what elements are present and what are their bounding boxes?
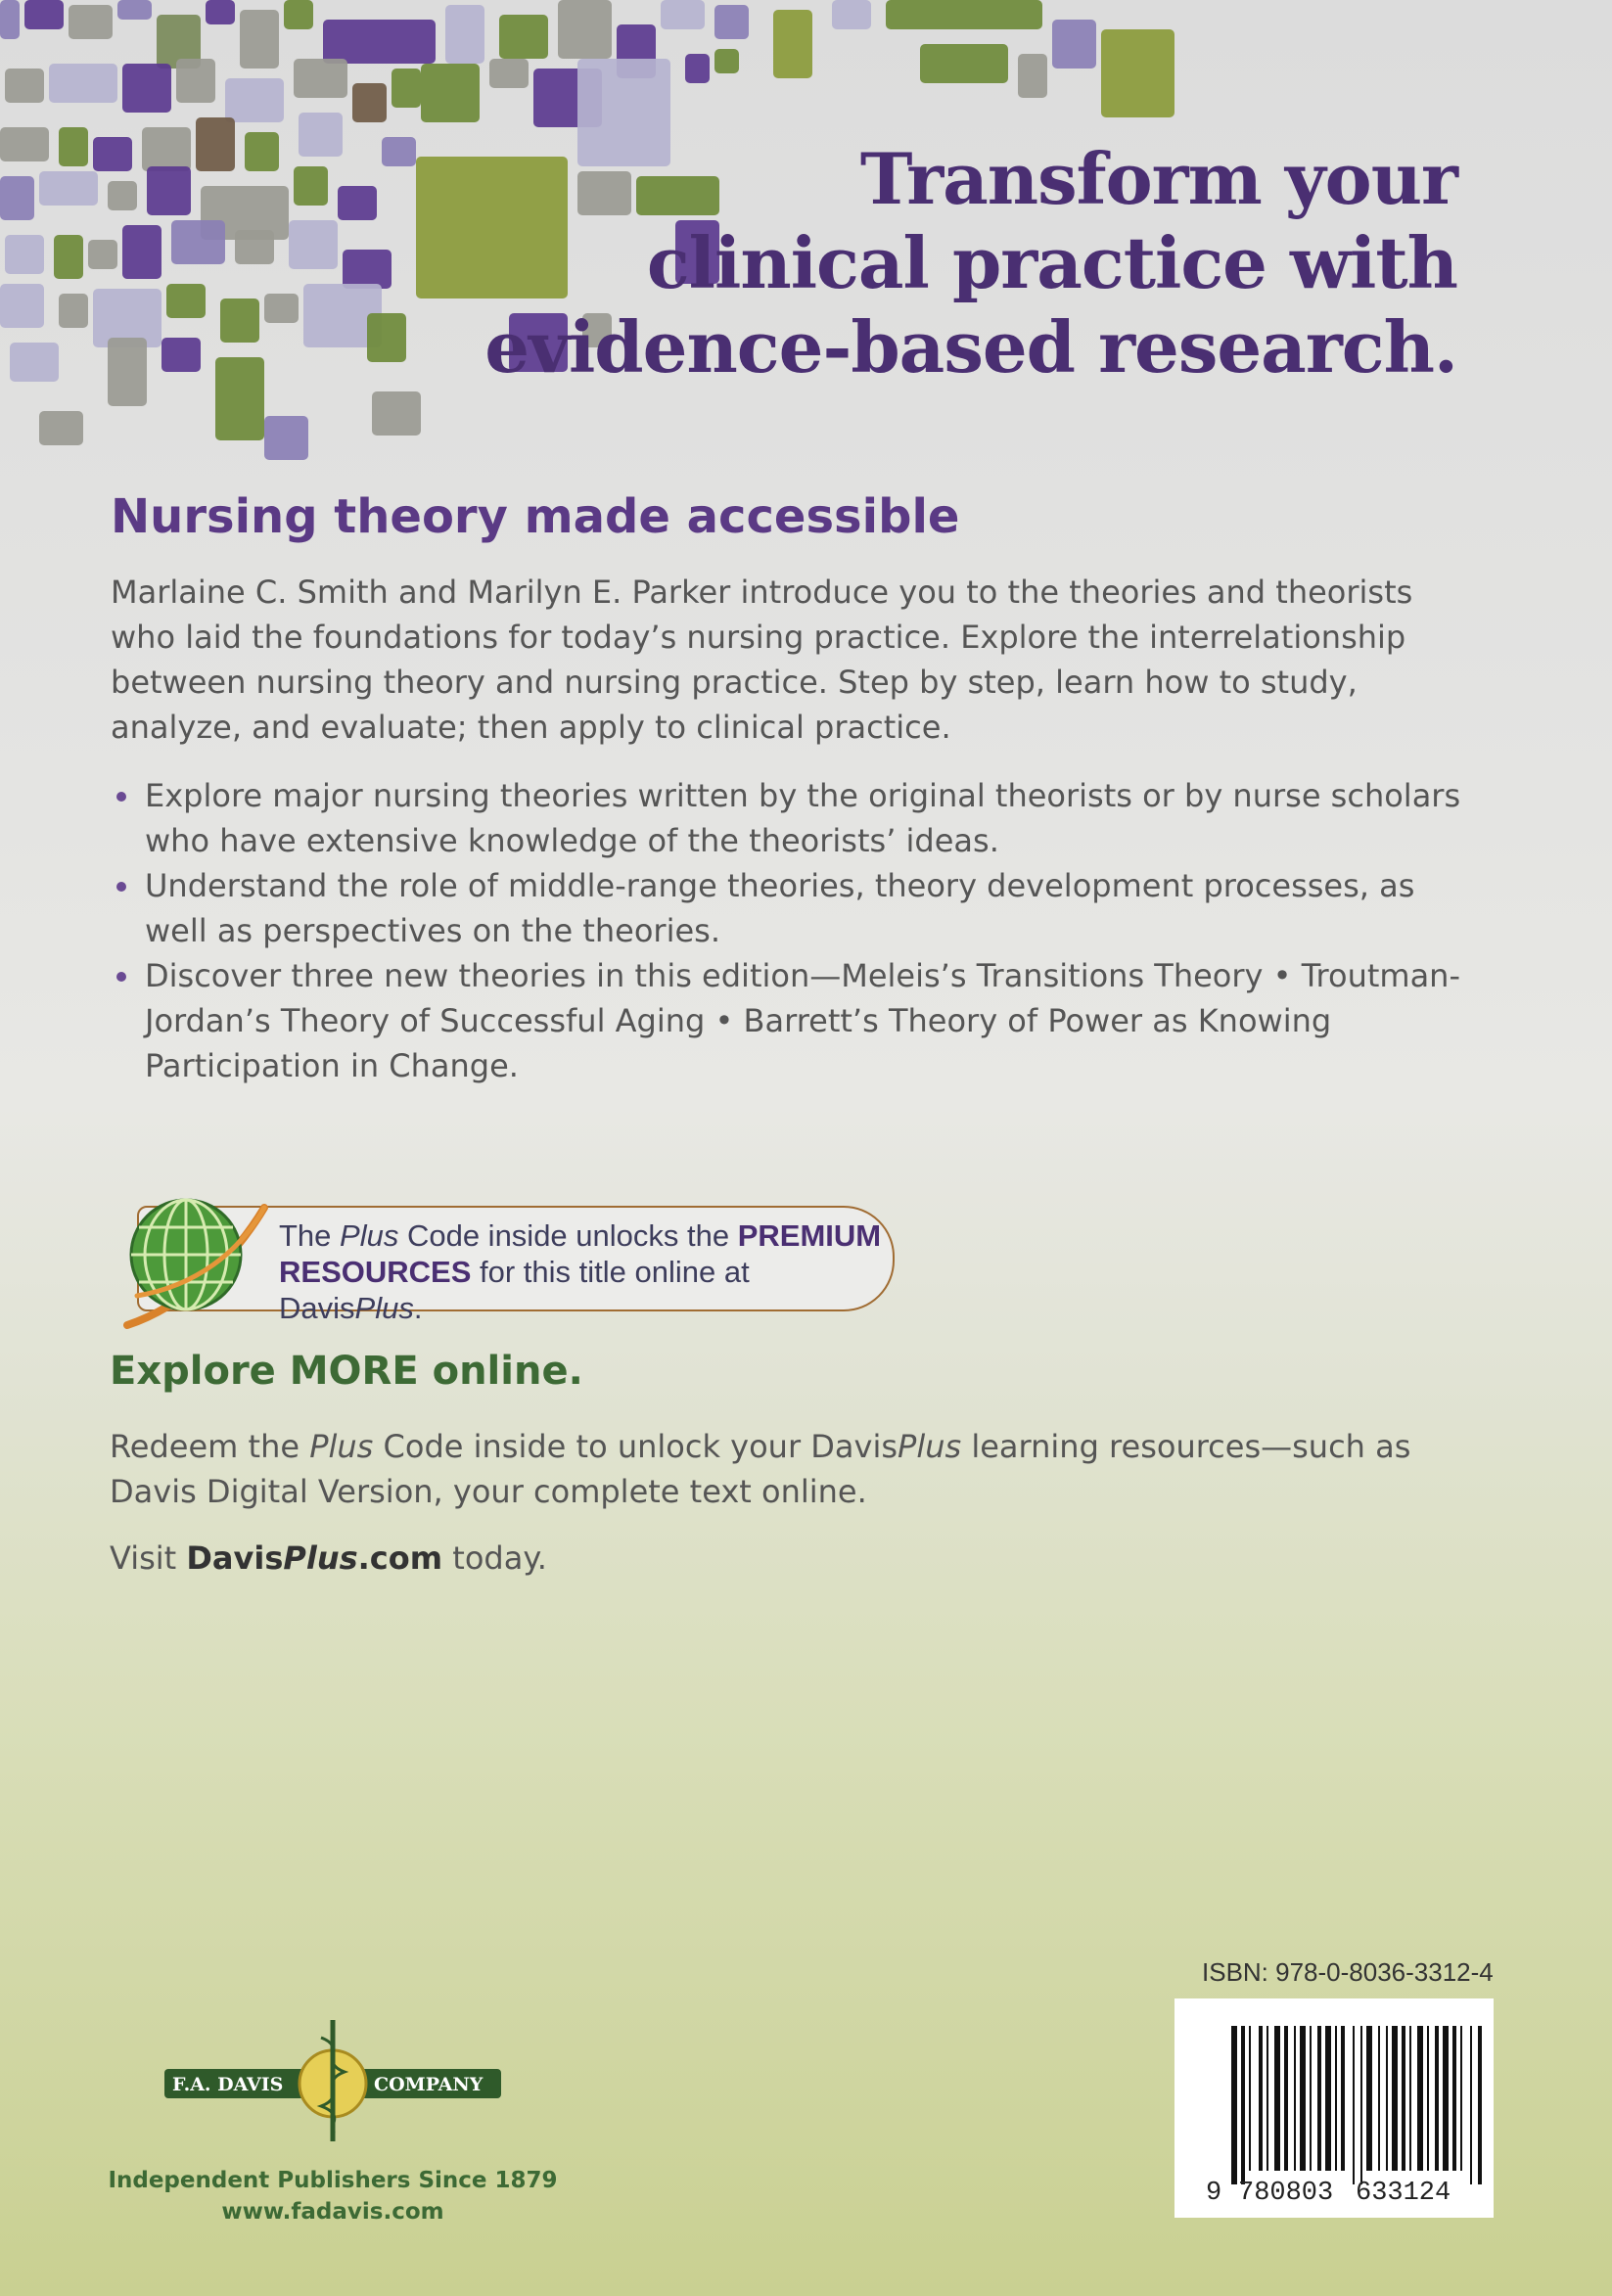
tagline-line-3: evidence-based research. [484, 305, 1457, 389]
tagline-line-2: clinical practice with [646, 221, 1457, 304]
feature-item: Discover three new theories in this edition—Meleis’s Transitions Theory • Troutman-Jordan’s Theory of Successful Aging • Barrett’s Theory of Power as Knowing Participation in Change. [111, 953, 1471, 1088]
barcode-digit-lead: 9 [1206, 2179, 1222, 2208]
mosaic-tile [299, 113, 343, 157]
mosaic-tile [714, 49, 739, 73]
mosaic-tile [88, 240, 117, 269]
plus-code-text: The Plus Code inside unlocks the PREMIUM RESOURCES for this title online at DavisPlus. [279, 1218, 882, 1325]
mosaic-tile [93, 137, 132, 171]
barcode-bar [1353, 2026, 1355, 2184]
barcode-bar [1231, 2026, 1237, 2184]
website-link[interactable]: DavisPlus.com [186, 1539, 443, 1577]
mosaic-tile [108, 338, 147, 406]
barcode-bar [1317, 2026, 1321, 2171]
mosaic-tile [1052, 20, 1096, 69]
barcode [1174, 1998, 1494, 2218]
barcode-bar [1310, 2026, 1312, 2171]
barcode-bar [1325, 2026, 1331, 2171]
mosaic-tile [59, 127, 88, 166]
mosaic-tile [323, 20, 436, 64]
barcode-bar [1470, 2026, 1472, 2184]
barcode-bar [1460, 2026, 1462, 2171]
mosaic-tile [294, 166, 328, 206]
barcode-bar [1259, 2026, 1263, 2171]
mosaic-tile [161, 338, 201, 372]
publisher-tagline: Independent Publishers Since 1879 [108, 2168, 558, 2193]
barcode-bar [1378, 2026, 1380, 2171]
barcode-bar [1409, 2026, 1411, 2171]
mosaic-tile [39, 171, 98, 206]
logo-right-text: COMPANY [374, 2074, 484, 2095]
barcode-bar [1300, 2026, 1306, 2171]
isbn-label: ISBN: 978-0-8036-3312-4 [1202, 1957, 1494, 1987]
tagline-line-1: Transform your [859, 137, 1457, 220]
mosaic-tile [0, 284, 44, 328]
fa-davis-logo [157, 2018, 509, 2145]
barcode-bar [1427, 2026, 1429, 2171]
mosaic-tile [240, 10, 279, 69]
mosaic-tile [5, 235, 44, 274]
mosaic-tile [445, 5, 484, 64]
mosaic-tile [338, 186, 377, 220]
publisher-info [98, 2165, 568, 2227]
mosaic-tile [499, 15, 548, 59]
mosaic-tile [920, 44, 1008, 83]
mosaic-tile [147, 166, 191, 215]
barcode-bar [1274, 2026, 1280, 2171]
mosaic-tile [264, 416, 308, 460]
mosaic-tile [714, 5, 749, 39]
mosaic-tile [49, 64, 117, 103]
explore-title: Explore MORE online. [110, 1349, 583, 1394]
mosaic-tile [558, 0, 612, 59]
barcode-bar [1294, 2026, 1296, 2171]
mosaic-tile [206, 0, 235, 24]
mosaic-tile [367, 313, 406, 362]
mosaic-tile [391, 69, 421, 108]
barcode-digits-left: 780803 [1238, 2179, 1334, 2208]
mosaic-tile [832, 0, 871, 29]
section-title: Nursing theory made accessible [111, 489, 960, 544]
mosaic-tile [685, 54, 710, 83]
barcode-bar [1386, 2026, 1388, 2171]
mosaic-tile [289, 220, 338, 269]
barcode-bar [1341, 2026, 1345, 2171]
mosaic-tile [284, 0, 313, 29]
barcode-bar [1417, 2026, 1423, 2171]
mosaic-tile [264, 294, 299, 323]
barcode-bar [1284, 2026, 1288, 2171]
mosaic-tile [352, 83, 387, 122]
barcode-bar [1452, 2026, 1456, 2171]
feature-list [111, 773, 1471, 1088]
mosaic-tile [225, 78, 284, 122]
feature-item: Explore major nursing theories written by the original theorists or by nurse scholars who have extensive knowledge of the theorists’ ideas. [111, 773, 1471, 863]
mosaic-tile [382, 137, 416, 166]
mosaic-tile [39, 411, 83, 445]
mosaic-tile [54, 235, 83, 279]
mosaic-tile [0, 0, 20, 39]
barcode-bar [1443, 2026, 1449, 2171]
mosaic-tile [122, 64, 171, 113]
mosaic-tile [421, 64, 480, 122]
mosaic-tile [5, 69, 44, 103]
mosaic-tile [0, 176, 34, 220]
mosaic-tile [122, 225, 161, 279]
mosaic-tile [1101, 29, 1174, 117]
mosaic-tile [235, 230, 274, 264]
mosaic-tile [372, 391, 421, 436]
mosaic-tile [294, 59, 347, 98]
mosaic-tile [773, 10, 812, 78]
barcode-bar [1435, 2026, 1439, 2171]
mosaic-tile [59, 294, 88, 328]
barcode-bar [1478, 2026, 1482, 2184]
publisher-url[interactable]: www.fadavis.com [221, 2199, 444, 2225]
barcode-bar [1366, 2026, 1372, 2171]
logo-left-text: F.A. DAVIS [172, 2074, 284, 2095]
mosaic-tile [0, 127, 49, 161]
mosaic-tile [176, 59, 215, 103]
mosaic-tile [166, 284, 206, 318]
mosaic-tile [108, 181, 137, 210]
visit-line: Visit DavisPlus.com today. [110, 1539, 547, 1577]
barcode-bar [1360, 2026, 1362, 2184]
mosaic-tile [69, 5, 113, 39]
globe-icon [117, 1188, 274, 1335]
redeem-paragraph: Redeem the Plus Code inside to unlock your DavisPlus learning resources—such as Davis Digital Version, your complete text online. [110, 1428, 1411, 1510]
cover-tagline [479, 137, 1457, 390]
barcode-bar [1249, 2026, 1251, 2171]
mosaic-tile [24, 0, 64, 29]
mosaic-tile [886, 0, 1042, 29]
mosaic-tile [117, 0, 152, 20]
mosaic-tile [245, 132, 279, 171]
barcode-bar [1335, 2026, 1337, 2171]
barcode-bar [1402, 2026, 1405, 2171]
mosaic-tile [220, 298, 259, 343]
barcode-digits-right: 633124 [1356, 2179, 1451, 2208]
mosaic-tile [196, 117, 235, 171]
intro-paragraph: Marlaine C. Smith and Marilyn E. Parker introduce you to the theories and theorists who laid the foundations for today’s nursing practice. Explore the interrelationship between nursing theory and nursing practice. Step by step, learn how to study, analyze, and evaluate; then apply to clinical practice. [111, 574, 1413, 746]
mosaic-tile [489, 59, 529, 88]
mosaic-tile [215, 357, 264, 440]
mosaic-tile [343, 250, 391, 289]
mosaic-tile [10, 343, 59, 382]
barcode-bar [1267, 2026, 1268, 2171]
barcode-bar [1241, 2026, 1245, 2184]
mosaic-tile [1018, 54, 1047, 98]
mosaic-tile [142, 127, 191, 171]
mosaic-tile [661, 0, 705, 29]
barcode-bar [1392, 2026, 1398, 2171]
mosaic-tile [171, 220, 225, 264]
feature-item: Understand the role of middle-range theories, theory development processes, as well as perspectives on the theories. [111, 863, 1471, 953]
